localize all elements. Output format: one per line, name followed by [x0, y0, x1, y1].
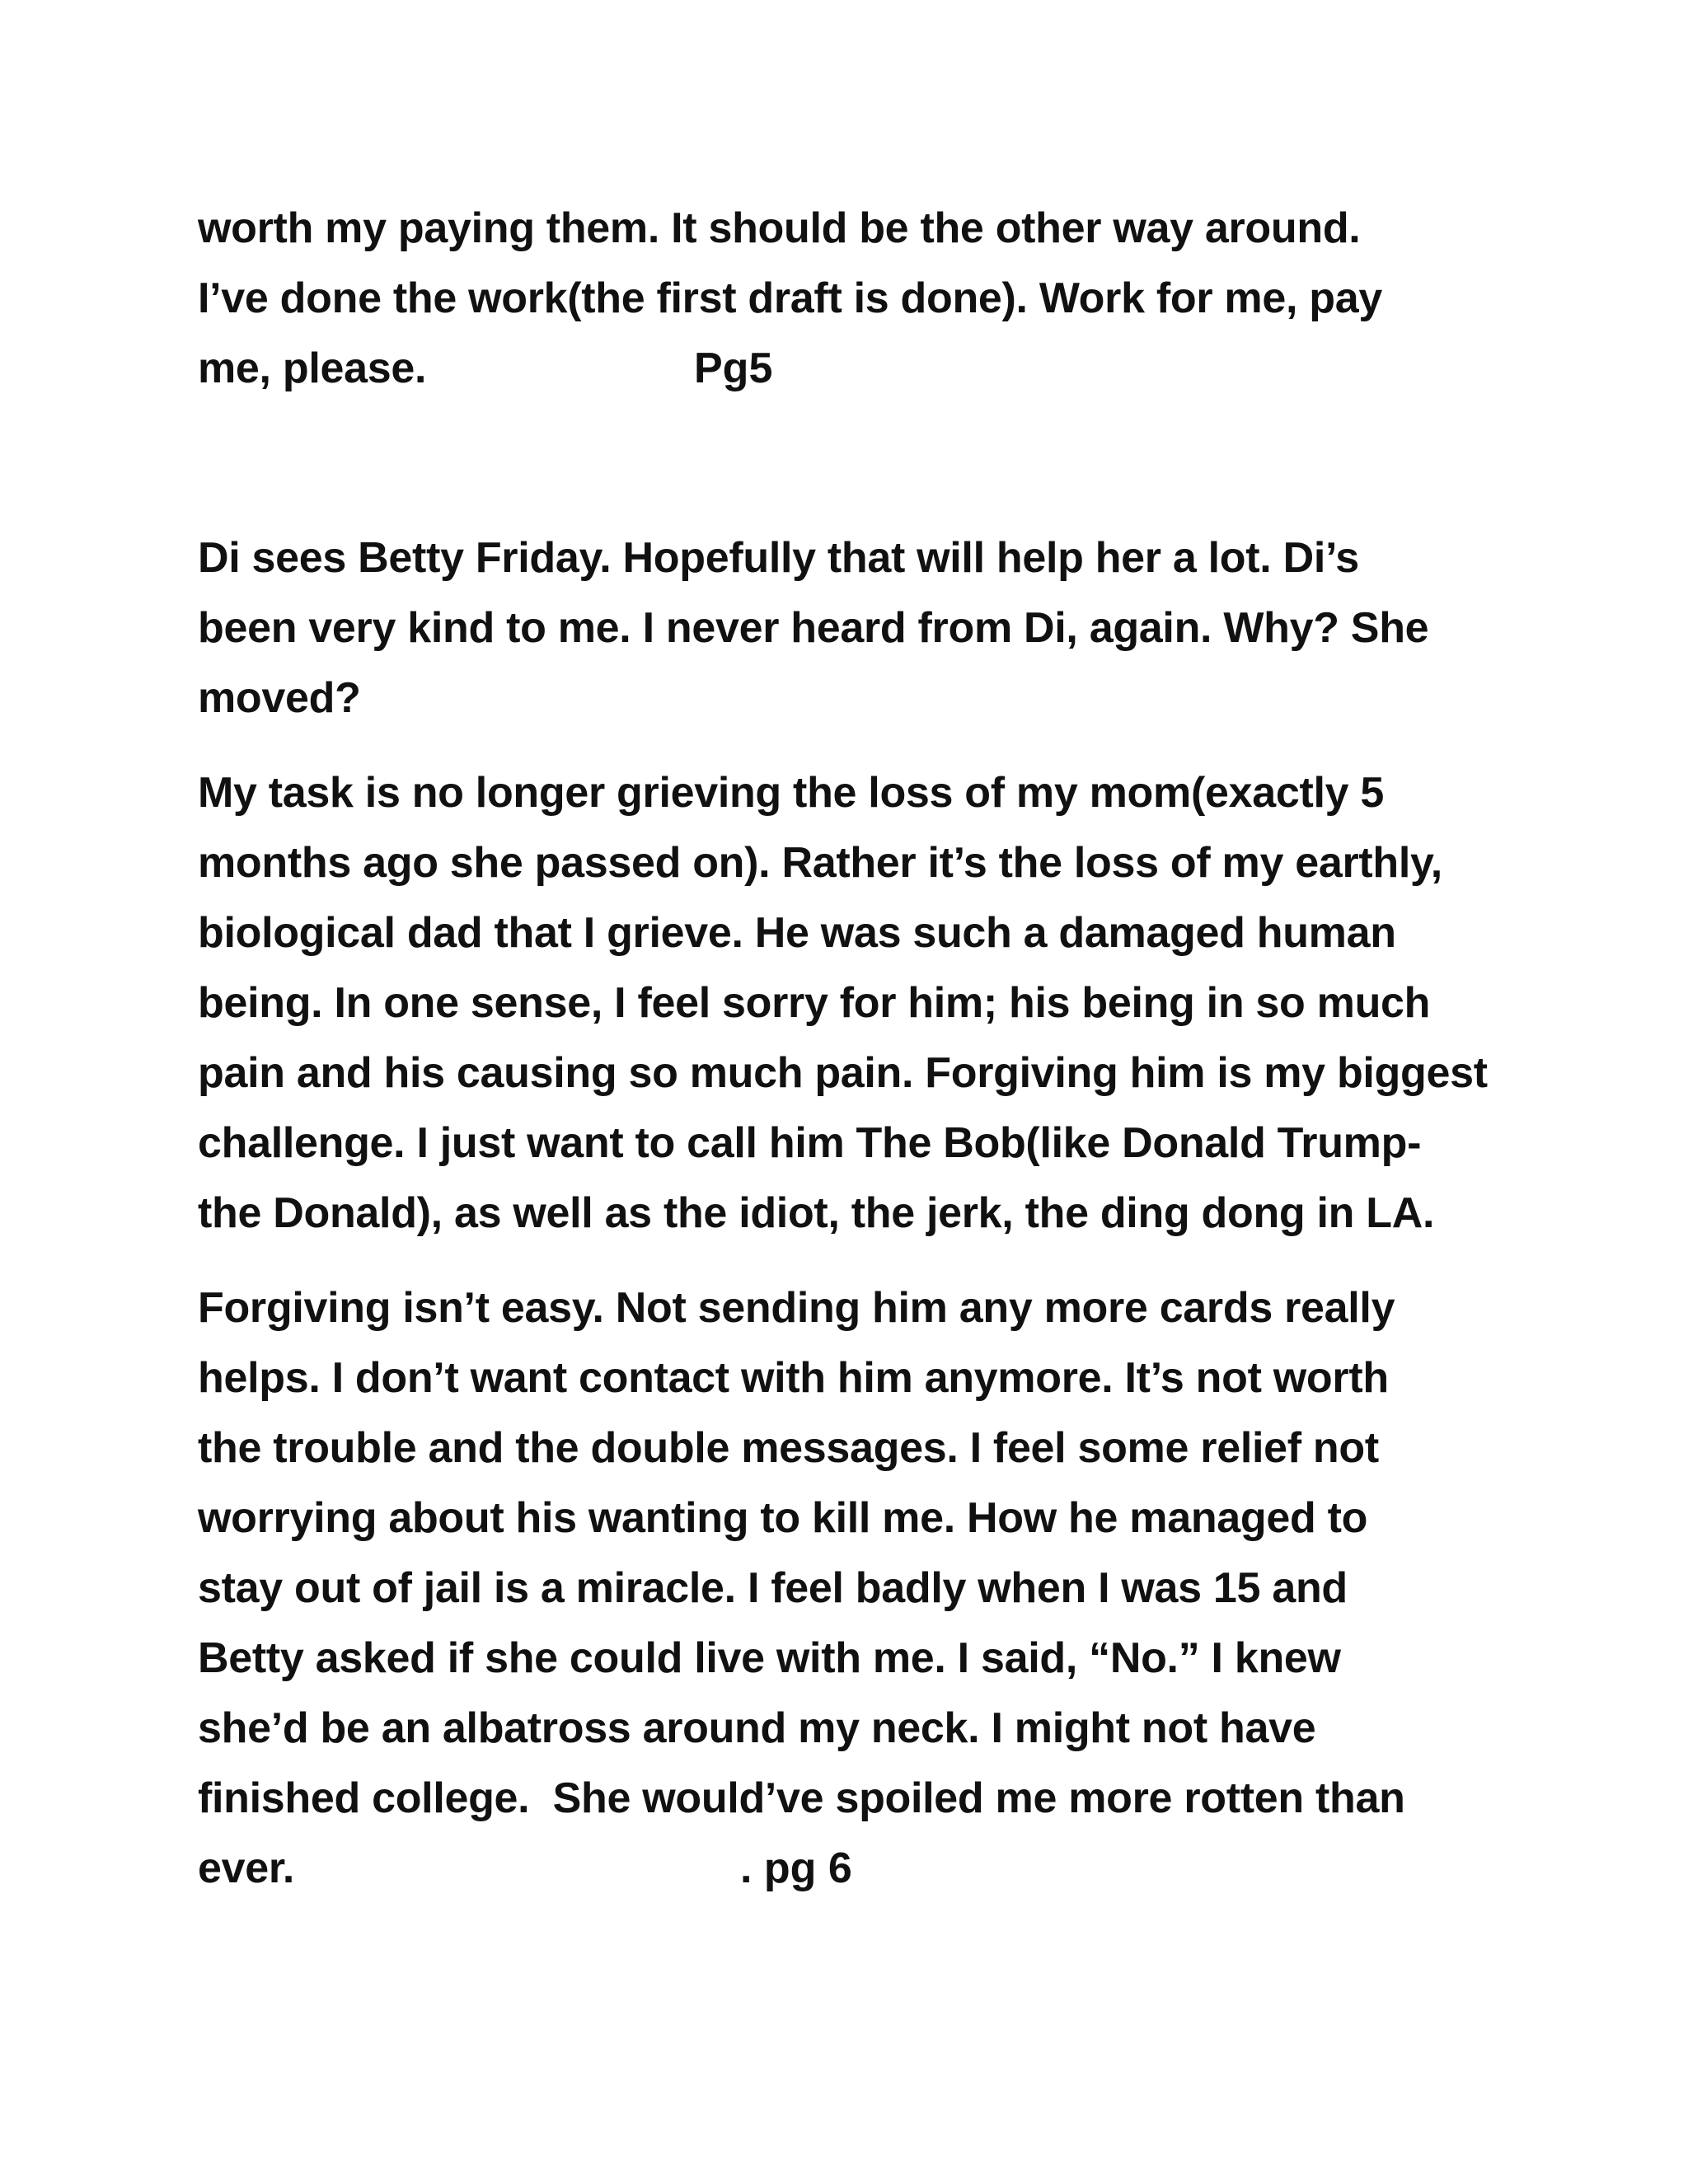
page-number-marker: . pg 6: [740, 1844, 852, 1892]
text-line: months ago she passed on). Rather it’s the loss of my earthly,: [198, 839, 1442, 887]
text-line: moved?: [198, 674, 361, 722]
text-line: being. In one sense, I feel sorry for him; his being in so much: [198, 979, 1431, 1027]
text-line: Forgiving isn’t easy. Not sending him any more cards really: [198, 1284, 1395, 1332]
page-number-marker: Pg5: [694, 344, 773, 392]
text-line: pain and his causing so much pain. Forgiving him is my biggest: [198, 1049, 1488, 1097]
text-line: Betty asked if she could live with me. I said, “No.” I knew: [198, 1634, 1341, 1682]
text-line: the Donald), as well as the idiot, the jerk, the ding dong in LA.: [198, 1189, 1435, 1237]
text-line: ever.: [198, 1844, 295, 1892]
text-line: helps. I don’t want contact with him anymore. It’s not worth: [198, 1354, 1389, 1402]
text-line: she’d be an albatross around my neck. I might not have: [198, 1704, 1316, 1752]
text-line: challenge. I just want to call him The Bob(like Donald Trump-: [198, 1119, 1422, 1167]
text-line: I’ve done the work(the first draft is done). Work for me, pay: [198, 274, 1382, 322]
text-line: stay out of jail is a miracle. I feel badly when I was 15 and: [198, 1564, 1348, 1612]
text-line: My task is no longer grieving the loss of my mom(exactly 5: [198, 769, 1385, 817]
text-line: been very kind to me. I never heard from Di, again. Why? She: [198, 604, 1429, 652]
text-line: worrying about his wanting to kill me. How he managed to: [198, 1494, 1368, 1542]
text-line: Di sees Betty Friday. Hopefully that will help her a lot. Di’s: [198, 534, 1359, 582]
text-line: the trouble and the double messages. I feel some relief not: [198, 1424, 1379, 1472]
text-line: worth my paying them. It should be the other way around.: [198, 204, 1361, 252]
text-line: me, please.: [198, 344, 427, 392]
text-line: biological dad that I grieve. He was such a damaged human: [198, 909, 1396, 957]
text-line: finished college. She would’ve spoiled me more rotten than: [198, 1774, 1405, 1822]
